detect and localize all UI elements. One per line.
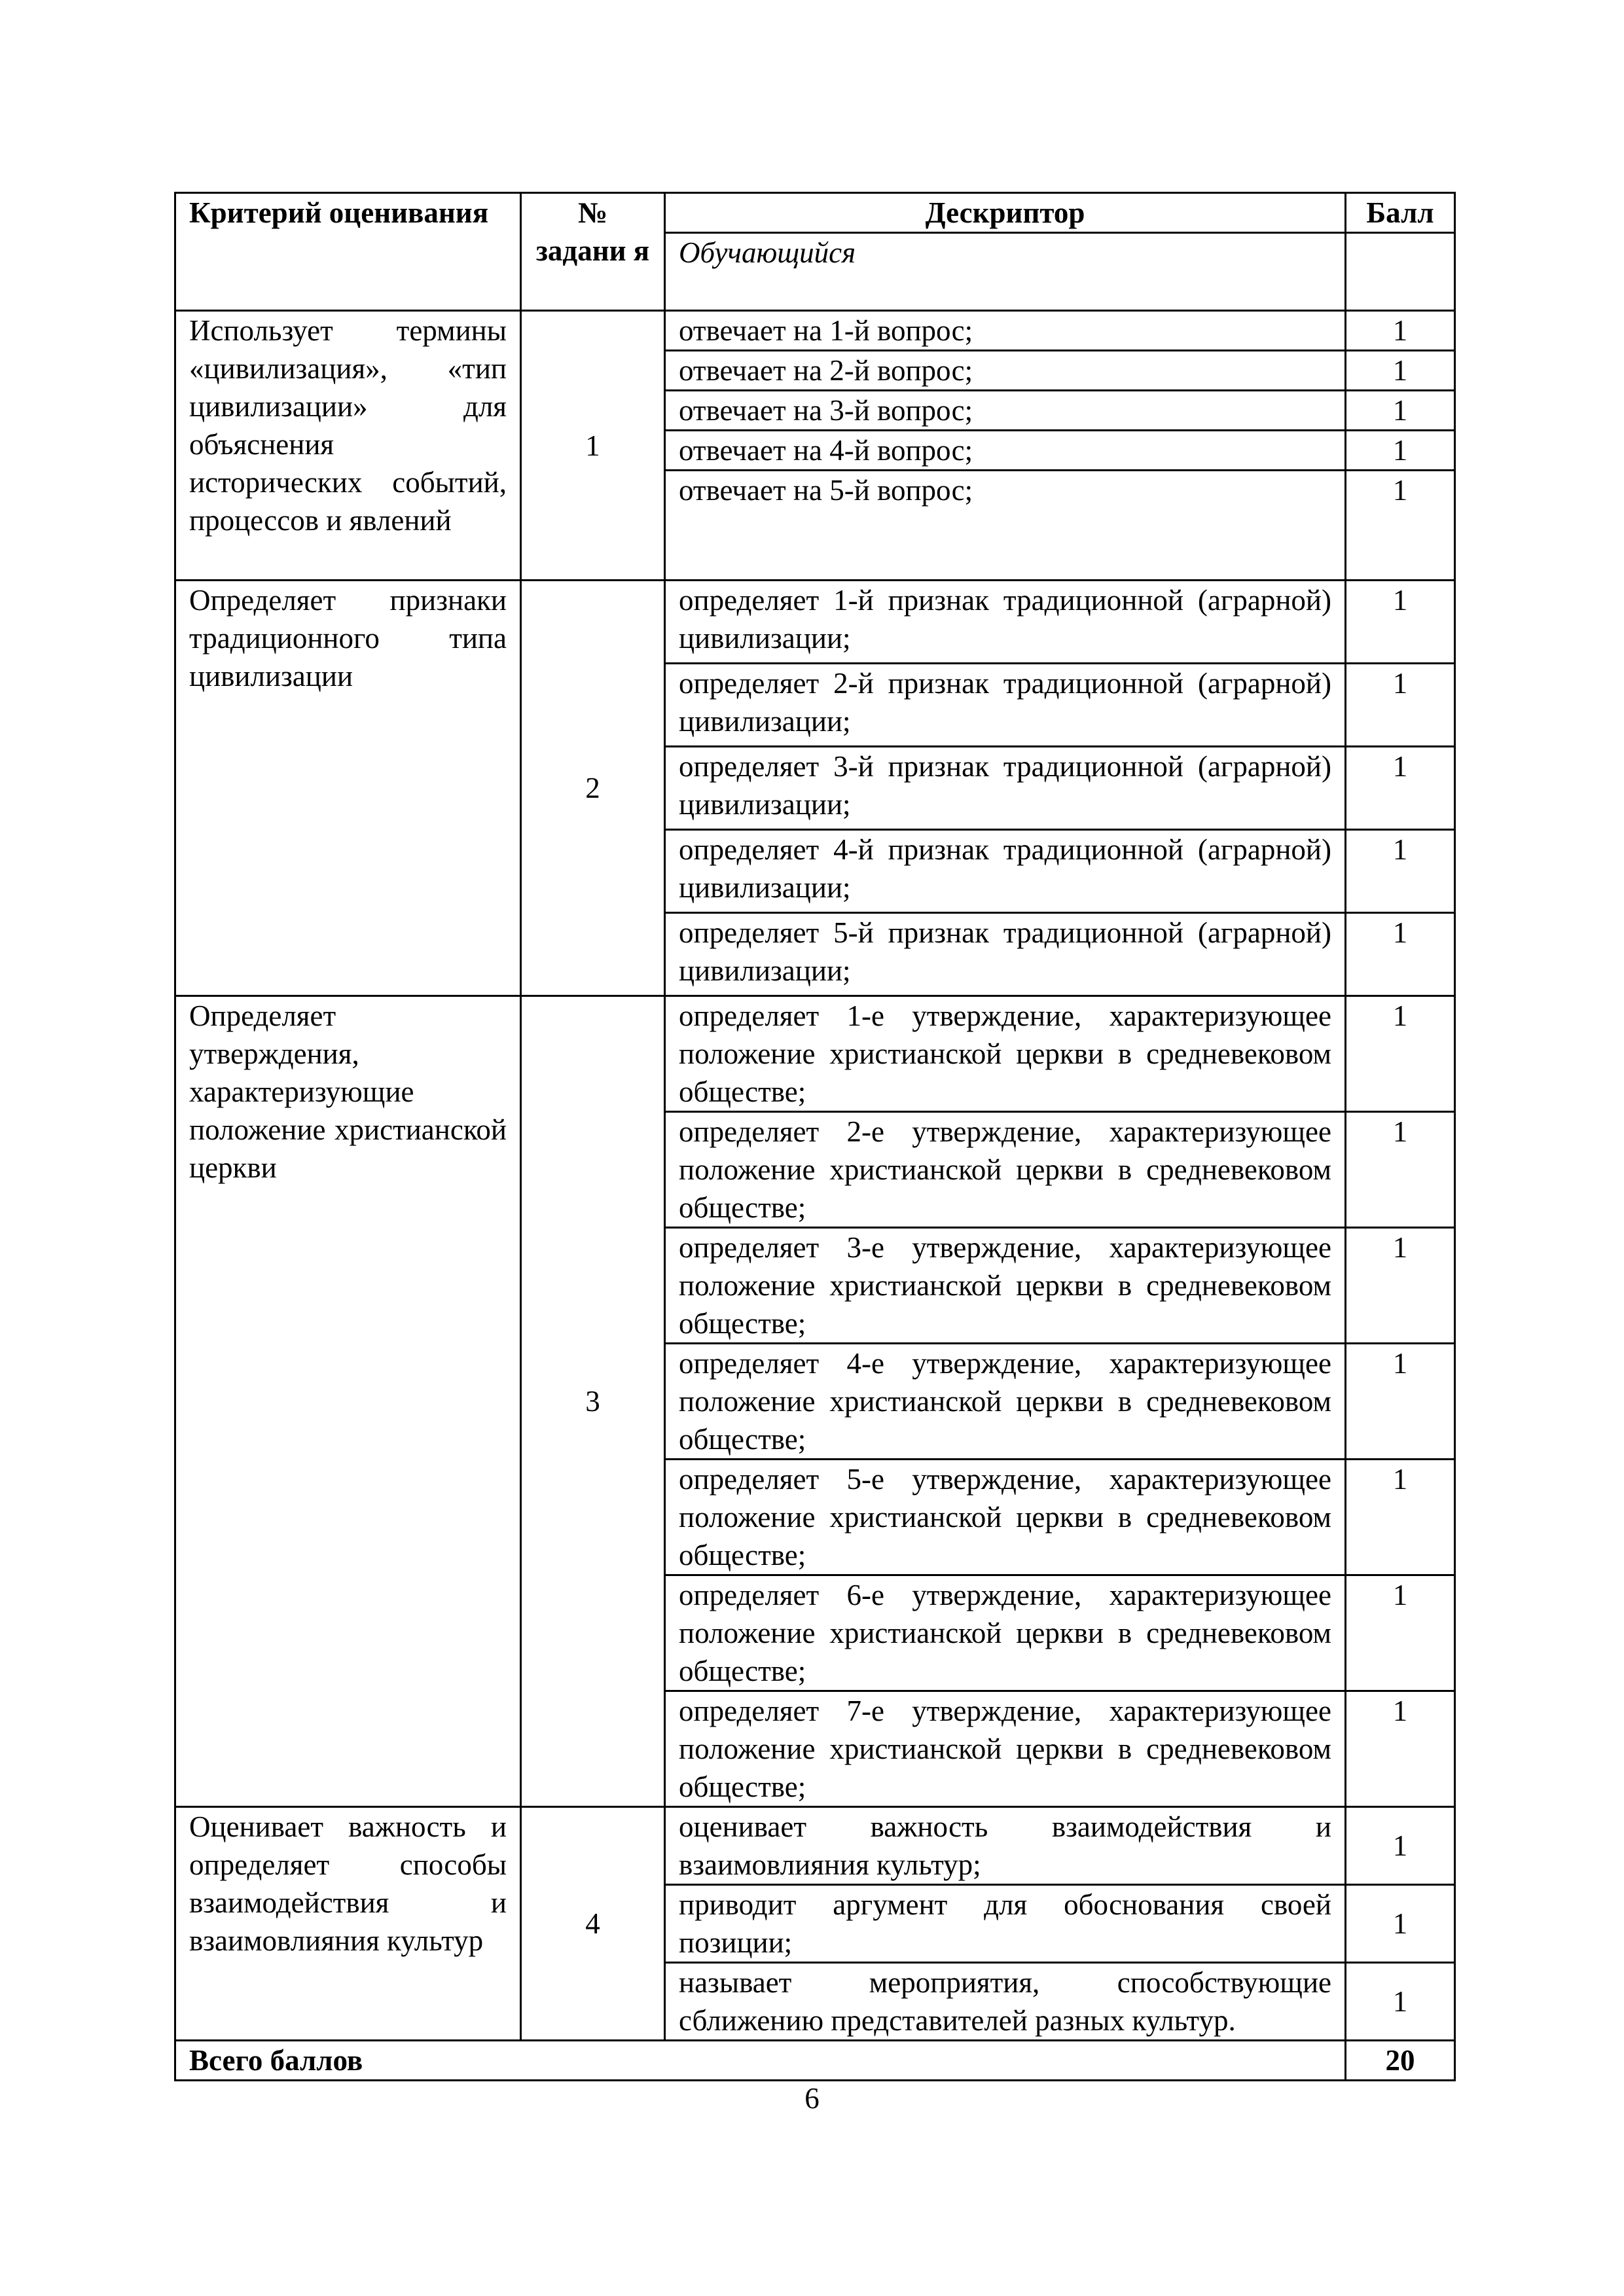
task-number-cell: 2 [521,581,665,996]
score-cell: 1 [1346,581,1455,664]
score-cell: 1 [1346,1575,1455,1691]
score-cell: 1 [1346,1112,1455,1228]
score-cell: 1 [1346,311,1455,351]
score-cell: 1 [1346,1460,1455,1575]
descriptor-cell: оценивает важность взаимодействия и взаимовлияния культур; [665,1807,1346,1885]
score-cell: 1 [1346,996,1455,1112]
header-criterion: Критерий оценивания [175,193,521,311]
descriptor-cell: определяет 5-й признак традиционной (аграрной) цивилизации; [665,913,1346,996]
descriptor-cell: определяет 7-е утверждение, характеризующее положение христианской церкви в средневековом обществе; [665,1691,1346,1807]
header-score: Балл [1346,193,1455,233]
descriptor-cell: отвечает на 1-й вопрос; [665,311,1346,351]
descriptor-cell: определяет 1-й признак традиционной (аграрной) цивилизации; [665,581,1346,664]
header-row [175,193,1455,233]
score-cell: 1 [1346,351,1455,391]
total-row [175,2041,1455,2081]
header-descriptor: Дескриптор [665,193,1346,233]
criterion-cell: Использует термины «цивилизация», «тип цивилизации» для объяснения исторических событий, процессов и явлений [175,311,521,581]
score-cell: 1 [1346,1807,1455,1885]
total-label: Всего баллов [175,2041,1346,2081]
descriptor-cell: отвечает на 4-й вопрос; [665,431,1346,471]
descriptor-cell: определяет 6-е утверждение, характеризующее положение христианской церкви в средневековом обществе; [665,1575,1346,1691]
score-cell: 1 [1346,1963,1455,2041]
descriptor-cell: определяет 2-е утверждение, характеризующее положение христианской церкви в средневековом обществе; [665,1112,1346,1228]
task-number-cell: 1 [521,311,665,581]
descriptor-row [175,581,1455,664]
descriptor-row [175,311,1455,351]
descriptor-cell: отвечает на 2-й вопрос; [665,351,1346,391]
descriptor-cell: определяет 4-е утверждение, характеризующее положение христианской церкви в средневековом обществе; [665,1344,1346,1460]
criterion-cell: Определяет утверждения, характеризующие положение христианской церкви [175,996,521,1807]
rubric-body [175,193,1455,2081]
score-cell: 1 [1346,664,1455,747]
header-score-empty [1346,233,1455,311]
score-cell: 1 [1346,1691,1455,1807]
descriptor-cell: отвечает на 3-й вопрос; [665,391,1346,431]
score-cell: 1 [1346,913,1455,996]
header-descriptor-sub: Обучающийся [665,233,1346,311]
score-cell: 1 [1346,747,1455,830]
header-task-number: № задани я [521,193,665,311]
page-number: 6 [804,2082,820,2115]
descriptor-cell: приводит аргумент для обоснования своей позиции; [665,1885,1346,1963]
score-cell: 1 [1346,1885,1455,1963]
task-number-cell: 4 [521,1807,665,2041]
descriptor-cell: определяет 3-й признак традиционной (аграрной) цивилизации; [665,747,1346,830]
score-cell: 1 [1346,1228,1455,1344]
descriptor-cell: определяет 1-е утверждение, характеризующее положение христианской церкви в средневековом обществе; [665,996,1346,1112]
score-cell: 1 [1346,471,1455,581]
score-cell: 1 [1346,830,1455,913]
criterion-cell: Определяет признаки традиционного типа цивилизации [175,581,521,996]
descriptor-cell: определяет 3-е утверждение, характеризующее положение христианской церкви в средневековом обществе; [665,1228,1346,1344]
descriptor-cell: отвечает на 5-й вопрос; [665,471,1346,581]
descriptor-cell: определяет 2-й признак традиционной (аграрной) цивилизации; [665,664,1346,747]
criterion-cell: Оценивает важность и определяет способы взаимодействия и взаимовлияния культур [175,1807,521,2041]
score-cell: 1 [1346,431,1455,471]
descriptor-cell: определяет 4-й признак традиционной (аграрной) цивилизации; [665,830,1346,913]
task-number-cell: 3 [521,996,665,1807]
score-cell: 1 [1346,1344,1455,1460]
total-value: 20 [1346,2041,1455,2081]
descriptor-row [175,996,1455,1112]
score-cell: 1 [1346,391,1455,431]
assessment-rubric-table [174,192,1456,2081]
descriptor-cell: определяет 5-е утверждение, характеризующее положение христианской церкви в средневековом обществе; [665,1460,1346,1575]
descriptor-cell: называет мероприятия, способствующие сближению представителей разных культур. [665,1963,1346,2041]
descriptor-row [175,1807,1455,1885]
